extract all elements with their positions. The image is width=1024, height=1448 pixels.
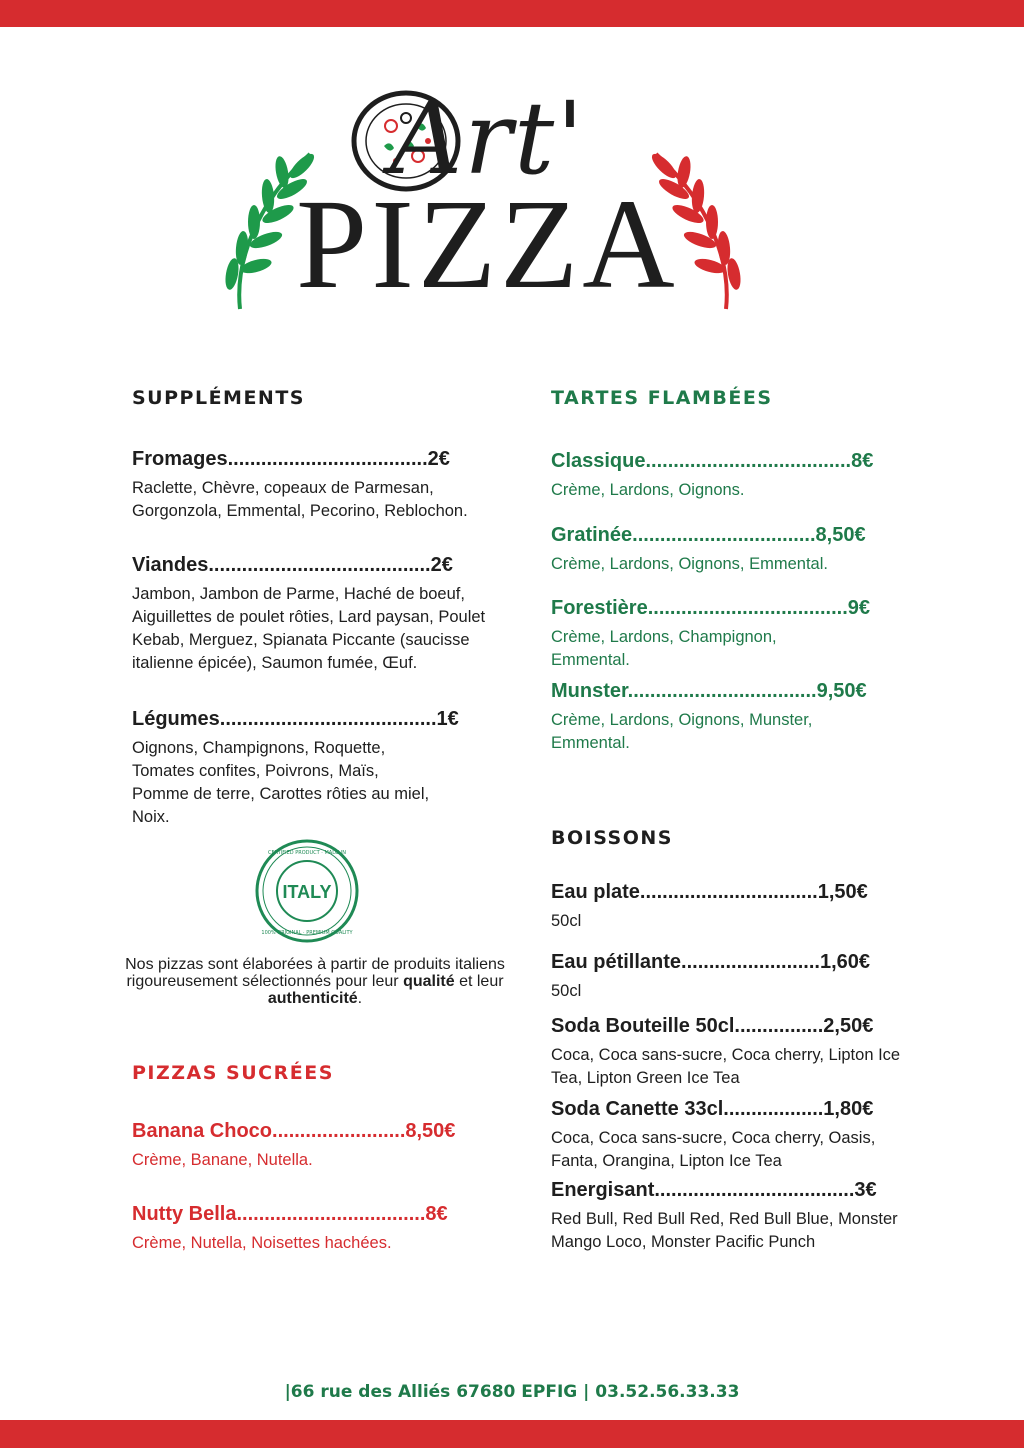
item-title: Gratinée.................................8,50€ — [551, 524, 866, 546]
boissons-title: BOISSONS — [551, 827, 673, 849]
item-desc: 50cl — [551, 912, 582, 930]
logo — [210, 80, 770, 320]
item-desc: Coca, Coca sans-sucre, Coca cherry, Oasis, Fanta, Orangina, Lipton Ice Tea — [551, 1129, 876, 1170]
italy-note-bold-authenticity: authenticité — [267, 990, 358, 1007]
item-desc: Red Bull, Red Bull Red, Red Bull Blue, Monster Mango Loco, Monster Pacific Punch — [551, 1210, 898, 1251]
supplement-fromages — [132, 446, 512, 523]
item-desc: Crème, Banane, Nutella. — [132, 1151, 313, 1169]
item-desc: Raclette, Chèvre, copeaux de Parmesan, Gorgonzola, Emmental, Pecorino, Reblochon. — [132, 479, 468, 520]
boisson-soda-canette — [551, 1096, 931, 1173]
boisson-soda-bouteille — [551, 1013, 931, 1090]
item-title: Soda Bouteille 50cl................2,50€ — [551, 1015, 874, 1037]
logo-art-text: Art' — [390, 80, 586, 197]
item-title: Nutty Bella..................................8€ — [132, 1203, 448, 1225]
item-title: Forestière....................................9€ — [551, 597, 870, 619]
item-title: Eau plate................................1,50€ — [551, 881, 868, 903]
item-desc: Crème, Nutella, Noisettes hachées. — [132, 1234, 392, 1252]
supplement-viandes — [132, 552, 512, 675]
italy-note-text: Nos pizzas sont élaborées à partir de produits italiens rigoureusement sélectionnés pour leur — [125, 956, 505, 990]
pizza-banana-choco — [132, 1118, 512, 1172]
item-desc: Oignons, Champignons, Roquette, Tomates confites, Poivrons, Maïs, Pomme de terre, Carottes rôties au miel, Noix. — [132, 739, 430, 826]
item-title: Fromages....................................2€ — [132, 448, 450, 470]
tarte-classique — [551, 448, 931, 502]
pizza-nutty-bella — [132, 1201, 512, 1255]
item-title: Energisant....................................3€ — [551, 1179, 877, 1201]
italy-note — [120, 956, 510, 1007]
italy-note-end: . — [357, 990, 363, 1007]
top-red-bar — [0, 0, 1024, 27]
boisson-eau-petillante — [551, 949, 931, 1003]
item-title: Classique.....................................8€ — [551, 450, 874, 472]
item-title: Munster..................................9,50€ — [551, 680, 867, 702]
boisson-eau-plate — [551, 879, 931, 933]
badge-ring-top: CERTIFIED PRODUCT · MADE IN — [267, 850, 347, 856]
item-title: Banana Choco........................8,50€ — [132, 1120, 456, 1142]
bottom-red-bar — [0, 1420, 1024, 1448]
supplement-legumes — [132, 706, 512, 829]
item-desc: Jambon, Jambon de Parme, Haché de boeuf, Aiguillettes de poulet rôties, Lard paysan, Poulet Kebab, Merguez, Spianata Piccante (saucisse italienne épicée), Saumon fumée, Œuf. — [132, 585, 486, 672]
item-title: Viandes........................................2€ — [132, 554, 453, 576]
logo-pizza-text: PIZZA — [296, 173, 679, 315]
item-desc: 50cl — [551, 982, 582, 1000]
item-desc: Crème, Lardons, Oignons, Munster, Emmental. — [551, 711, 813, 752]
item-desc: Crème, Lardons, Champignon, Emmental. — [551, 628, 777, 669]
italy-certified-badge-icon — [254, 838, 360, 944]
item-desc: Coca, Coca sans-sucre, Coca cherry, Lipton Ice Tea, Lipton Green Ice Tea — [551, 1046, 901, 1087]
item-title: Soda Canette 33cl..................1,80€ — [551, 1098, 874, 1120]
item-desc: Crème, Lardons, Oignons. — [551, 481, 745, 499]
badge-ring-bottom: 100% ORIGINAL · PREMIUM QUALITY — [261, 930, 353, 936]
italy-note-bold-quality: qualité — [403, 973, 455, 990]
tarte-gratinee — [551, 522, 931, 576]
footer-address: |66 rue des Alliés 67680 EPFIG | 03.52.56.33.33 — [284, 1382, 740, 1402]
tarte-forestiere — [551, 595, 931, 672]
tarte-munster — [551, 678, 931, 755]
badge-text: ITALY — [282, 882, 332, 902]
tartes-flambees-title: TARTES FLAMBÉES — [551, 387, 773, 409]
boisson-energisant — [551, 1177, 931, 1254]
item-title: Légumes.......................................1€ — [132, 708, 459, 730]
supplements-title: SUPPLÉMENTS — [132, 387, 305, 409]
pizzas-sucrees-title: PIZZAS SUCRÉES — [132, 1062, 334, 1084]
item-desc: Crème, Lardons, Oignons, Emmental. — [551, 555, 828, 573]
italy-note-mid: et leur — [459, 973, 504, 990]
item-title: Eau pétillante.........................1,60€ — [551, 951, 870, 973]
